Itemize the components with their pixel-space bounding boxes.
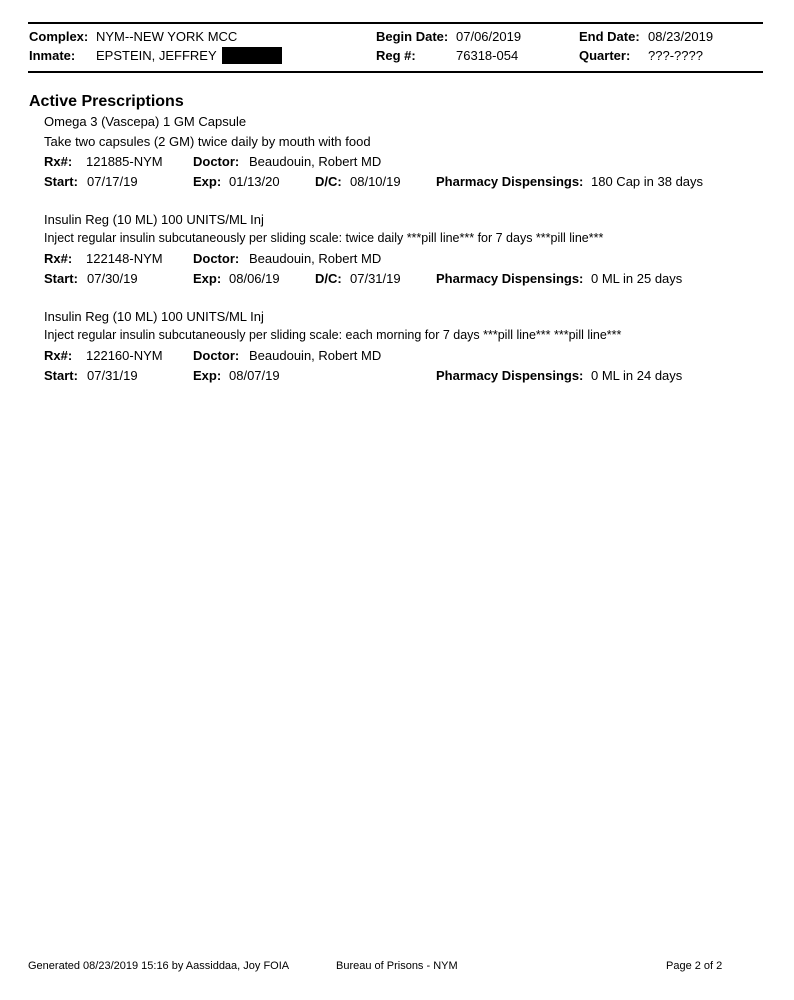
exp-label: Exp: [193,271,222,286]
rx-label: Rx#: [44,154,73,169]
end-date-value: 08/23/2019 [648,29,714,44]
dc-label: D/C: [315,271,342,286]
doctor-label: Doctor: [193,348,240,363]
start-label: Start: [44,174,78,189]
drug-instructions: Inject regular insulin subcutaneously per sliding scale: each morning for 7 days ***pill line*** ***pill line*** [44,328,622,342]
footer-agency: Bureau of Prisons - NYM [336,960,458,972]
dispensings-value: 0 ML in 24 days [591,368,683,383]
exp-label: Exp: [193,174,222,189]
inmate-label: Inmate: [29,48,76,63]
header-bottom-rule [28,71,763,73]
redaction-box [222,47,282,64]
reg-number-label: Reg #: [376,48,416,63]
footer-generated: Generated 08/23/2019 15:16 by Aassiddaa, Joy FOIA [28,960,290,972]
start-date: 07/17/19 [87,174,138,189]
start-date: 07/30/19 [87,271,138,286]
dc-date: 08/10/19 [350,174,401,189]
dispensings-label: Pharmacy Dispensings: [436,368,584,383]
doctor-label: Doctor: [193,154,240,169]
drug-instructions: Inject regular insulin subcutaneously per sliding scale: twice daily ***pill line*** for 7 days ***pill line*** [44,231,604,245]
drug-name: Omega 3 (Vascepa) 1 GM Capsule [44,114,247,129]
drug-name: Insulin Reg (10 ML) 100 UNITS/ML Inj [44,309,264,324]
inmate-value: EPSTEIN, JEFFREY [96,48,217,63]
section-title: Active Prescriptions [29,93,184,110]
header-top-rule [28,22,763,24]
quarter-label: Quarter: [579,48,631,63]
exp-date: 08/06/19 [229,271,280,286]
complex-label: Complex: [29,29,89,44]
dispensings-value: 180 Cap in 38 days [591,174,704,189]
dispensings-label: Pharmacy Dispensings: [436,271,584,286]
begin-date-label: Begin Date: [376,29,449,44]
doctor-name: Beaudouin, Robert MD [249,348,382,363]
quarter-value: ???-???? [648,48,703,63]
rx-label: Rx#: [44,251,73,266]
start-label: Start: [44,368,78,383]
rx-number: 121885-NYM [86,154,163,169]
exp-date: 01/13/20 [229,174,280,189]
drug-name: Insulin Reg (10 ML) 100 UNITS/ML Inj [44,212,264,227]
exp-date: 08/07/19 [229,368,280,383]
reg-number-value: 76318-054 [456,48,519,63]
dc-label: D/C: [315,174,342,189]
doctor-name: Beaudouin, Robert MD [249,251,382,266]
start-date: 07/31/19 [87,368,138,383]
dispensings-value: 0 ML in 25 days [591,271,683,286]
drug-instructions: Take two capsules (2 GM) twice daily by mouth with food [44,134,371,149]
doctor-name: Beaudouin, Robert MD [249,154,382,169]
footer-page-number: Page 2 of 2 [666,960,723,972]
rx-number: 122160-NYM [86,348,163,363]
complex-value: NYM--NEW YORK MCC [96,29,238,44]
start-label: Start: [44,271,78,286]
dc-date: 07/31/19 [350,271,401,286]
dispensings-label: Pharmacy Dispensings: [436,174,584,189]
end-date-label: End Date: [579,29,640,44]
begin-date-value: 07/06/2019 [456,29,522,44]
rx-label: Rx#: [44,348,73,363]
exp-label: Exp: [193,368,222,383]
doctor-label: Doctor: [193,251,240,266]
rx-number: 122148-NYM [86,251,163,266]
